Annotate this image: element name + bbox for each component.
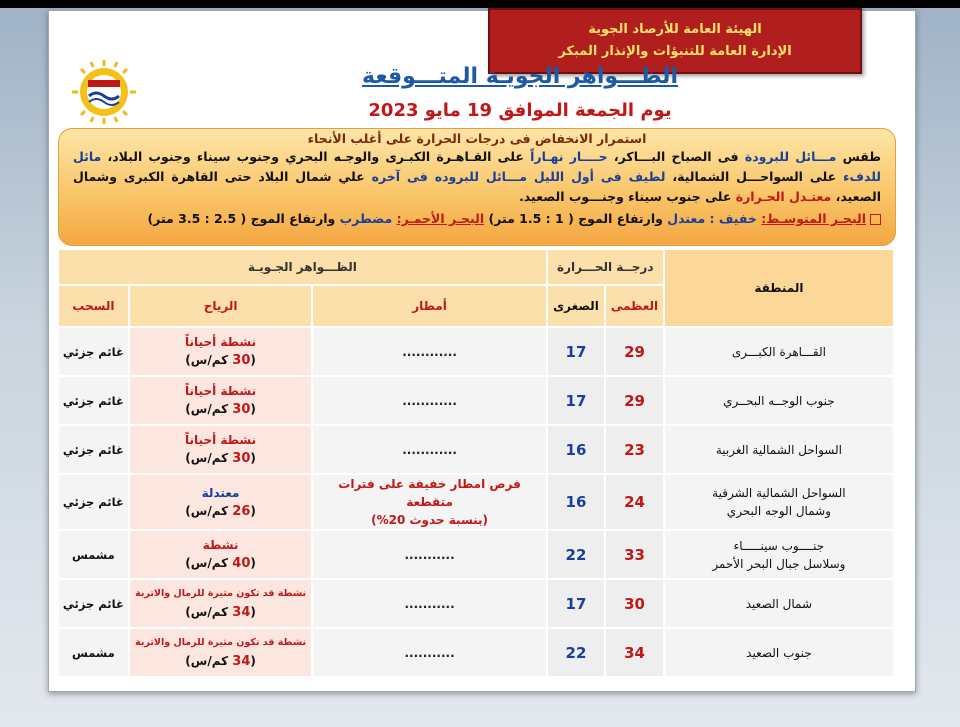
- region-name-2: وسلاسل جبال البحر الأحمر: [712, 556, 846, 571]
- wind-description: نشطة قد تكون مثيرة للرمال والاتربة: [135, 588, 307, 599]
- wind-speed-unit: كم/س): [185, 556, 233, 570]
- wind-header: الرياح: [130, 286, 312, 326]
- rain-cell: [313, 377, 545, 424]
- wind-description: نشطة قد تكون مثيرة للرمال والاتربة: [135, 637, 307, 648]
- rain-cell: [313, 629, 545, 676]
- summary-headline: استمرار الانخفاض فى درجات الحرارة على أغلب الأنحاء: [307, 131, 647, 146]
- checkbox-bullet-icon: [870, 214, 881, 225]
- summary-text: على جنوب سيناء وجنـــوب الصعيد.: [519, 189, 736, 204]
- top-bar: [0, 0, 960, 8]
- wind-speed: (34 كم/س): [185, 654, 256, 669]
- max-temp-cell: 24: [606, 475, 663, 529]
- wind-speed-unit: كم/س): [185, 654, 233, 668]
- wind-speed-value: 30: [232, 353, 251, 368]
- min-temp-cell: 16: [548, 475, 605, 529]
- wind-speed-value: 40: [232, 556, 251, 571]
- max-temp-header: العظمى: [606, 286, 663, 326]
- region-cell: [665, 531, 893, 578]
- wind-speed: (34 كم/س): [185, 605, 256, 620]
- rain-text: ............: [402, 393, 457, 408]
- wind-cell: [130, 629, 312, 676]
- rain-cell: [313, 475, 545, 529]
- red-sea-label: البحـر الأحمـر:: [396, 211, 485, 226]
- region-name: السواحل الشمالية الغربية: [715, 442, 842, 457]
- wind-speed-value: 34: [232, 654, 251, 669]
- wind-cell: [130, 580, 312, 627]
- wind-cell: [130, 328, 312, 375]
- wind-description: معتدلة: [201, 485, 240, 500]
- rain-cell: [313, 580, 545, 627]
- cloud-cell: غائم جزئي: [59, 377, 128, 424]
- region-name: السواحل الشمالية الشرقية: [712, 486, 846, 500]
- wind-speed-unit: كم/س): [185, 503, 233, 518]
- rain-probability: (بنسبة حدوث 20%): [371, 513, 489, 527]
- max-temp-cell: 29: [606, 328, 663, 375]
- summary-text: لطيف فى أول الليل مـــائل للبروده فى آخره: [371, 169, 666, 184]
- max-temp-cell: 29: [606, 377, 663, 424]
- ema-sun-logo-icon: [64, 58, 144, 126]
- table-row: [59, 531, 893, 578]
- max-temp-cell: 33: [606, 531, 663, 578]
- region-cell: [665, 475, 893, 529]
- forecast-summary: [58, 128, 896, 246]
- min-temp-cell: 16: [548, 426, 605, 473]
- summary-text: مـــائل للبرودة: [744, 149, 837, 164]
- cloud-cell: مشمس: [59, 629, 128, 676]
- region-cell: [665, 426, 893, 473]
- wind-speed-value: 30: [232, 451, 251, 466]
- table-row: [59, 629, 893, 676]
- rain-text: ............: [402, 442, 457, 457]
- max-temp-cell: 23: [606, 426, 663, 473]
- region-cell: [665, 377, 893, 424]
- cloud-cell: غائم جزئي: [59, 580, 128, 627]
- summary-text: معتـدل الحـرارة: [735, 189, 832, 204]
- min-temp-cell: 22: [548, 531, 605, 578]
- min-temp-header: الصغرى: [548, 286, 605, 326]
- summary-text: طقس: [836, 149, 882, 164]
- cloud-cell: غائم جزئي: [59, 328, 128, 375]
- red-sea-state: مضطرب: [339, 211, 397, 226]
- wind-description: نشطة: [202, 538, 239, 552]
- table-row: [59, 580, 893, 627]
- cloud-cell: مشمس: [59, 531, 128, 578]
- summary-text: حــــار نهـاراً: [530, 149, 608, 164]
- rain-text: فرص امطار خفيفة على فترات متقطعة: [338, 477, 521, 509]
- wind-speed-unit: كم/س): [185, 353, 233, 367]
- wind-description: نشطة أحياناً: [185, 433, 257, 447]
- wind-speed: (30 كم/س): [185, 353, 256, 368]
- page-title: الظـــواهر الجويـة المتـــوقعة: [361, 64, 678, 89]
- table-row: [59, 475, 893, 529]
- min-temp-cell: 17: [548, 580, 605, 627]
- wind-speed-unit: كم/س): [185, 605, 233, 619]
- summary-text: فى الصباح البـــاكر،: [607, 149, 745, 164]
- rain-cell: [313, 328, 545, 375]
- forecast-date: يوم الجمعة الموافق 19 مايو 2023: [368, 100, 672, 121]
- temperature-header: درجــة الحـــرارة: [548, 250, 663, 284]
- sea-state: [73, 209, 881, 229]
- region-name: جنوب الوجــه البحــري: [723, 393, 835, 408]
- max-temp-cell: 34: [606, 629, 663, 676]
- summary-text: على القـاهـرة الكبـرى والوجـه البحري وجنوب سيناء وجنوب البلاد،: [101, 149, 531, 164]
- region-name: جنوب الصعيد: [746, 645, 812, 660]
- wind-speed-unit: كم/س): [185, 451, 233, 465]
- rain-text: ...........: [404, 645, 455, 660]
- region-name: شمال الصعيد: [745, 596, 813, 611]
- department-name: الإدارة العامة للتنبؤات والإنذار المبكر: [558, 44, 792, 59]
- authority-name: الهيئة العامة للأرصاد الجوية: [588, 22, 762, 37]
- region-name: جنــــوب سينـــــاء: [733, 538, 825, 553]
- region-cell: [665, 629, 893, 676]
- wind-cell: [130, 475, 312, 529]
- cloud-cell: غائم جزئي: [59, 475, 128, 529]
- region-name: القـــاهرة الكبـــرى: [731, 344, 826, 359]
- wind-cell: [130, 531, 312, 578]
- summary-paragraph: [73, 147, 881, 207]
- table-row: [59, 426, 893, 473]
- cloud-header: السحب: [59, 286, 128, 326]
- rain-text: ...........: [404, 547, 455, 562]
- wind-cell: [130, 426, 312, 473]
- red-sea-waves: وارتفاع الموج ( 2.5 : 3.5 متر): [147, 211, 340, 226]
- wind-speed: (26 كم/س): [185, 503, 256, 519]
- wind-speed-value: 30: [232, 402, 251, 417]
- wind-speed-value: 26: [232, 503, 251, 519]
- table-row: [59, 328, 893, 375]
- phenomena-header: الظـــواهر الجـويـة: [59, 250, 546, 284]
- table-row: [59, 377, 893, 424]
- rain-text: ............: [402, 344, 457, 359]
- rain-text: ...........: [404, 596, 455, 611]
- wind-speed-value: 34: [232, 605, 251, 620]
- forecast-table: [57, 248, 895, 678]
- region-cell: [665, 328, 893, 375]
- wind-speed: (30 كم/س): [185, 402, 256, 417]
- region-cell: [665, 580, 893, 627]
- summary-text: علي شمال البلاد حتى القاهرة الكبرى وشمال الصعيد،: [73, 169, 881, 204]
- cloud-cell: غائم جزئي: [59, 426, 128, 473]
- rain-header: أمطار: [313, 286, 545, 326]
- summary-text: على السواحـــل الشمالية،: [665, 169, 844, 184]
- wind-speed-unit: كم/س): [185, 402, 233, 416]
- rain-cell: [313, 426, 545, 473]
- region-header: المنطقة: [665, 250, 893, 326]
- wind-description: نشطة أحياناً: [185, 335, 257, 349]
- wind-description: نشطة أحياناً: [185, 384, 257, 398]
- min-temp-cell: 17: [548, 377, 605, 424]
- rain-cell: [313, 531, 545, 578]
- max-temp-cell: 30: [606, 580, 663, 627]
- wind-cell: [130, 377, 312, 424]
- min-temp-cell: 17: [548, 328, 605, 375]
- med-sea-state: خفيف : معتدل: [667, 211, 762, 226]
- wind-speed: (30 كم/س): [185, 451, 256, 466]
- summary-text: مائل للدفء: [73, 149, 881, 184]
- med-sea-label: البحـر المتوسـط:: [761, 211, 866, 226]
- region-name-2: وشمال الوجه البحري: [726, 504, 831, 518]
- wind-speed: (40 كم/س): [185, 556, 256, 571]
- min-temp-cell: 22: [548, 629, 605, 676]
- med-sea-waves: وارتفاع الموج ( 1 : 1.5 متر): [484, 211, 668, 226]
